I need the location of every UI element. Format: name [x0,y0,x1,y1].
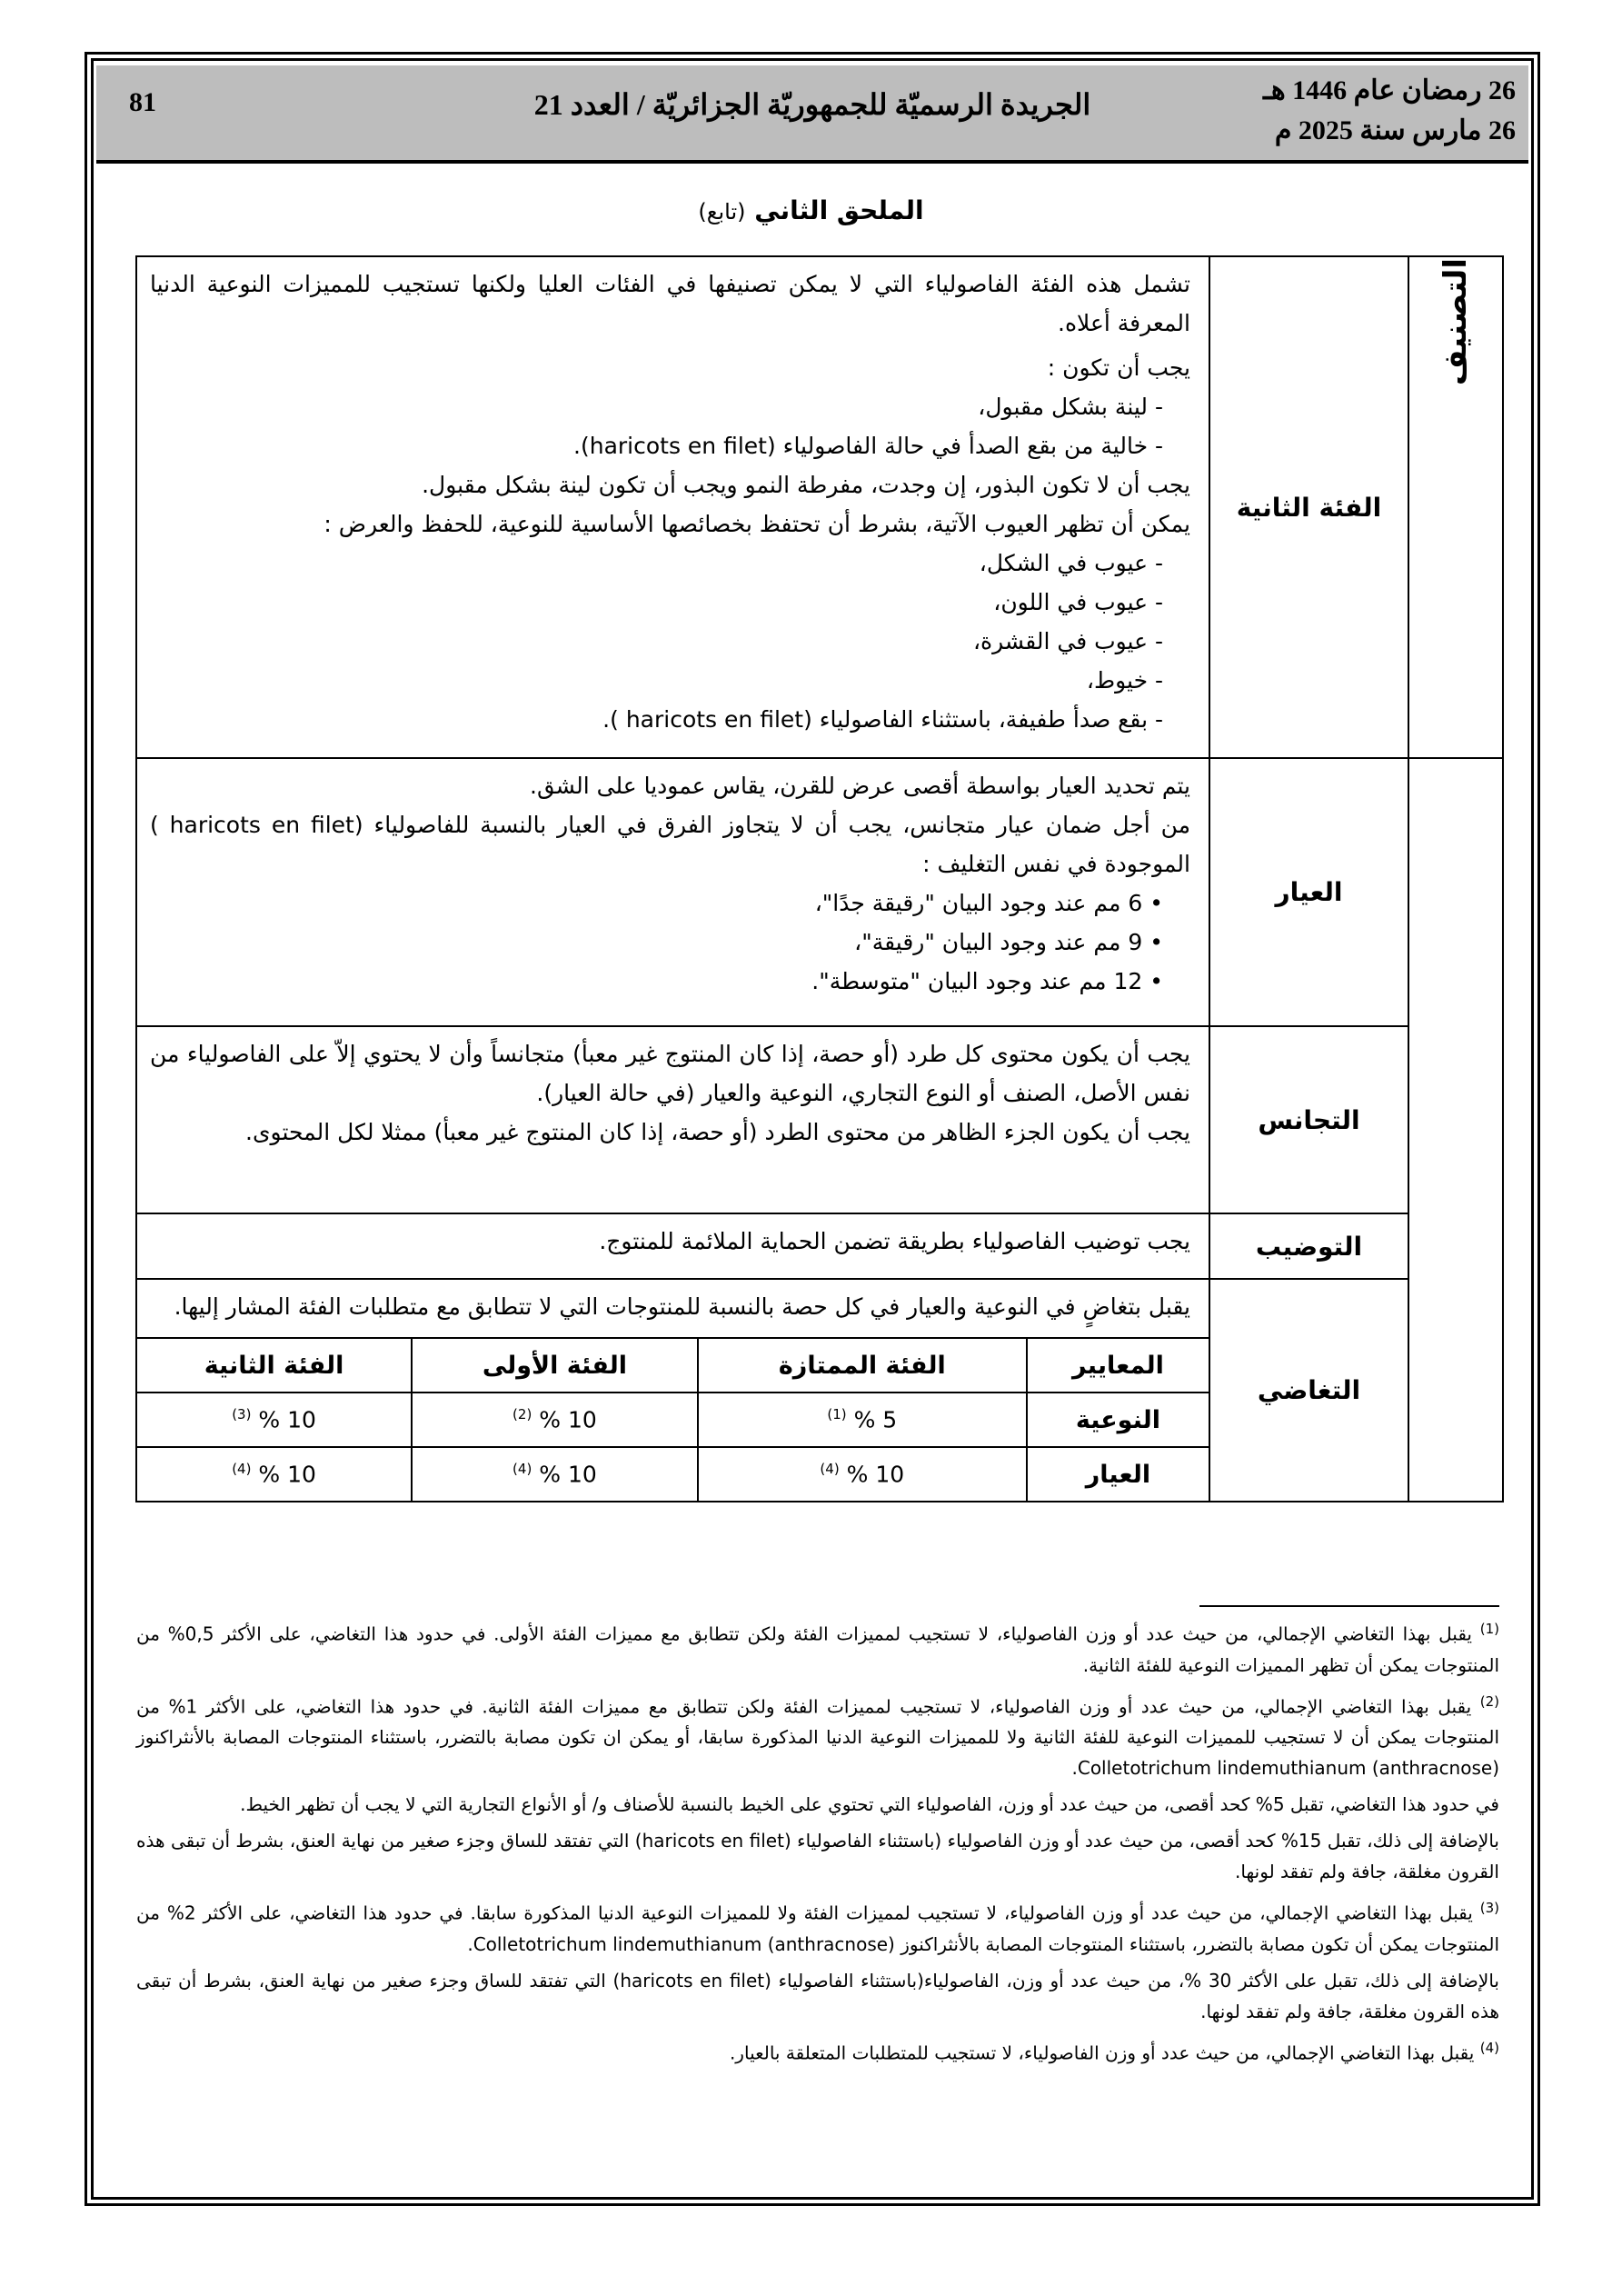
footnote-text: يقبل بهذا التغاضي الإجمالي، من حيث عدد أو وزن الفاصولياء، لا تستجيب لمميزات الفئة ولا للمميزات النوعية الدنيا المذكورة سابقا. في حدود هذا التغاضي، على الأكثر 2% من المنتوجات يمكن أن تكون مصابة بالتضرر، باستثناء المنتوجات المصابة بالأنثراكنوز Colletotrichum lindemuthianum (anthracnose). [136,1902,1499,1955]
footnote [136,1825,1499,1887]
footnote-text: يقبل بهذا التغاضي الإجمالي، من حيث عدد أو وزن الفاصولياء، لا تستجيب للمتطلبات المتعلقة بالعيار. [729,2041,1475,2064]
row-tolerance [136,1279,1503,1502]
footnote-number: (1) [1479,1621,1499,1637]
text-line: يجب أن لا تكون البذور، إن وجدت، مفرطة النمو ويجب أن تكون لينة بشكل مقبول. [422,472,1190,498]
criterion: العيار [1027,1447,1209,1501]
footnotes [136,1613,1499,2074]
annex-title-text: الملحق الثاني [754,195,924,225]
footnote-ref: (3) [232,1406,252,1423]
row-content [136,1213,1209,1279]
text-line: يتم تحديد العيار بواسطة أقصى عرض للقرن، يقاس عموديا على الشق. [530,773,1190,799]
hijri-date: 26 رمضان عام 1446 هـ [1263,75,1516,105]
footnote [136,1686,1499,1784]
footnote-ref: (4) [820,1461,840,1478]
classification-cell [1408,256,1503,758]
list-item: - بقع صدأ طفيفة، باستثناء الفاصولياء (haricots en filet ). [602,706,1163,733]
tolerance-table [137,1337,1209,1501]
footnote-ref: (2) [512,1406,532,1423]
footnote-number: (2) [1479,1692,1499,1710]
gazette-header [96,65,1528,164]
text-line: يمكن أن تظهر العيوب الآتية، بشرط أن تحتفظ بخصائصها الأساسية للنوعية، للحفظ والعرض : [323,511,1190,537]
row-content [136,256,1209,758]
annex-title [0,195,1622,225]
text-line: يجب توضيب الفاصولياء بطريقة تضمن الحماية الملائمة للمنتوج. [599,1228,1190,1254]
row-label: العيار [1209,758,1408,1026]
annex-subtitle: (تابع) [698,199,746,225]
row-packaging [136,1213,1503,1279]
row-content [136,758,1209,1026]
list-item: • 6 مم عند وجود البيان "رقيقة جدًا"، [814,890,1163,916]
text-line: من أجل ضمان عيار متجانس، يجب أن لا يتجاوز الفرق في العيار بالنسبة للفاصولياء (haricots en filet ) الموجودة في نفس التغليف : [150,812,1190,877]
footnote [136,1965,1499,2027]
row-content [136,1026,1209,1213]
list-item: - عيوب في اللون، [993,589,1163,615]
tolerance-value [137,1447,412,1501]
classification-label: التصنيف [1438,258,1474,386]
footnote [136,1892,1499,1960]
text-line: تشمل هذه الفئة الفاصولياء التي لا يمكن تصنيفها في الفئات العليا ولكنها تستجيب للمميزات النوعية الدنيا المعرفة أعلاه. [150,271,1190,336]
value: 10 % [258,1406,316,1433]
tolerance-intro: يقبل بتغاضٍ في النوعية والعيار في كل حصة بالنسبة للمنتوجات التي لا تتطابق مع متطلبات الفئة المشار إليها. [174,1293,1190,1320]
tolerance-value [412,1447,698,1501]
col-header: الفئة الأولى [412,1338,698,1393]
tolerance-value [137,1393,412,1447]
value: 5 % [853,1406,898,1433]
footnote-ref: (1) [827,1406,847,1423]
page-number: 81 [129,87,156,117]
gazette-title: الجريدة الرسميّة للجمهوريّة الجزائريّة / العدد 21 [533,88,1091,121]
footnote-separator [1199,1605,1499,1607]
criterion: النوعية [1027,1393,1209,1447]
footnote-text: يقبل بهذا التغاضي الإجمالي، من حيث عدد أو وزن الفاصولياء، لا تستجيب لمميزات الفئة ولكن تتطابق مع مميزات الفئة الثانية. في حدود هذا التغاضي، على الأكثر 1% من المنتوجات يمكن أن لا تستجيب للمميزات النوعية للفئة الثانية ولا للمميزات النوعية الدنيا المذكورة سابقا، أو يمكن ان تكون مصابة بالتضرر، باستثناء المنتوجات المصابة بالأنثراكنوز Colletotrichum lindemuthianum (anthracnose). [136,1695,1499,1780]
footnote-text: في حدود هذا التغاضي، تقبل 5% كحد أقصى، من حيث عدد أو وزن، الفاصولياء التي تحتوي على الخيط بالنسبة للأصناف و/ أو الأنواع التجارية التي لا يجب أن تظهر الخيط. [240,1793,1499,1816]
row-label: التغاضي [1209,1279,1408,1502]
text-line: يجب أن تكون : [1047,354,1190,381]
list-item: - خيوط، [1086,667,1163,694]
empty-cell [1408,1213,1503,1279]
tolerance-row [137,1447,1209,1501]
gregorian-date: 26 مارس سنة 2025 م [1274,115,1516,145]
value: 10 % [539,1461,597,1488]
footnote-ref: (4) [232,1461,252,1478]
col-header: الفئة الممتازة [698,1338,1027,1393]
text-line: يجب أن يكون محتوى كل طرد (أو حصة، إذا كان المنتوج غير معبأ) متجانساً وأن لا يحتوي إلاّ على الفاصولياء من نفس الأصل، الصنف أو النوع التجاري، النوعية والعيار (في حالة العيار). [150,1041,1190,1106]
footnote [136,1613,1499,1681]
value: 10 % [539,1406,597,1433]
tolerance-header-row [137,1338,1209,1393]
row-label: التجانس [1209,1026,1408,1213]
tolerance-value [698,1447,1027,1501]
footnote-number: (3) [1479,1900,1500,1917]
list-item: - خالية من بقع الصدأ في حالة الفاصولياء (haricots en filet). [573,433,1163,459]
footnote-number: (4) [1479,2039,1499,2056]
text-line: يجب أن يكون الجزء الظاهر من محتوى الطرد (أو حصة، إذا كان المنتوج غير معبأ) ممثلا لكل المحتوى. [245,1119,1190,1145]
list-item: • 12 مم عند وجود البيان "متوسطة". [811,968,1163,994]
list-item: - لينة بشكل مقبول، [978,394,1163,420]
footnote [136,2032,1499,2069]
row-class2 [136,256,1503,758]
list-item: - عيوب في القشرة، [972,628,1163,654]
value: 10 % [258,1461,316,1488]
footnote-text: بالإضافة إلى ذلك، تقبل 15% كحد أقصى، من حيث عدد أو وزن الفاصولياء (باستثناء الفاصولياء (haricots en filet) التي تفتقد للساق وجزء صغير من نهاية العنق، بشرط أن تبقى هذه القرون مغلقة، جافة ولم تفقد لونها. [136,1830,1500,1883]
tolerance-row [137,1393,1209,1447]
row-content [136,1279,1209,1502]
footnote-text: بالإضافة إلى ذلك، تقبل على الأكثر 30 %، من حيث عدد أو وزن، الفاصولياء(باستثناء الفاصولياء (haricots en filet) التي تفتقد للساق وجزء صغير من نهاية العنق، بشرط أن تبقى هذه القرون مغلقة، جافة ولم تفقد لونها. [136,1969,1499,2022]
value: 10 % [846,1461,905,1488]
footnote-text: يقبل بهذا التغاضي الإجمالي، من حيث عدد أو وزن الفاصولياء، لا تستجيب لمميزات الفئة ولكن تتطابق مع مميزات الفئة الأولى. في حدود هذا التغاضي، على الأكثر 0,5% من المنتوجات يمكن أن تظهر المميزات النوعية للفئة الثانية. [136,1622,1499,1676]
tolerance-value [698,1393,1027,1447]
row-caliber [136,758,1503,1026]
col-header: المعايير [1027,1338,1209,1393]
empty-cell [1408,758,1503,1026]
row-homogeneity [136,1026,1503,1213]
tolerance-value [412,1393,698,1447]
empty-cell [1408,1026,1503,1213]
list-item: - عيوب في الشكل، [979,550,1163,576]
standards-table [135,255,1504,1502]
row-label: الفئة الثانية [1209,256,1408,758]
empty-cell [1408,1279,1503,1502]
col-header: الفئة الثانية [137,1338,412,1393]
footnote [136,1789,1499,1820]
footnote-ref: (4) [512,1461,532,1478]
row-label: التوضيب [1209,1213,1408,1279]
list-item: • 9 مم عند وجود البيان "رقيقة"، [854,929,1163,955]
